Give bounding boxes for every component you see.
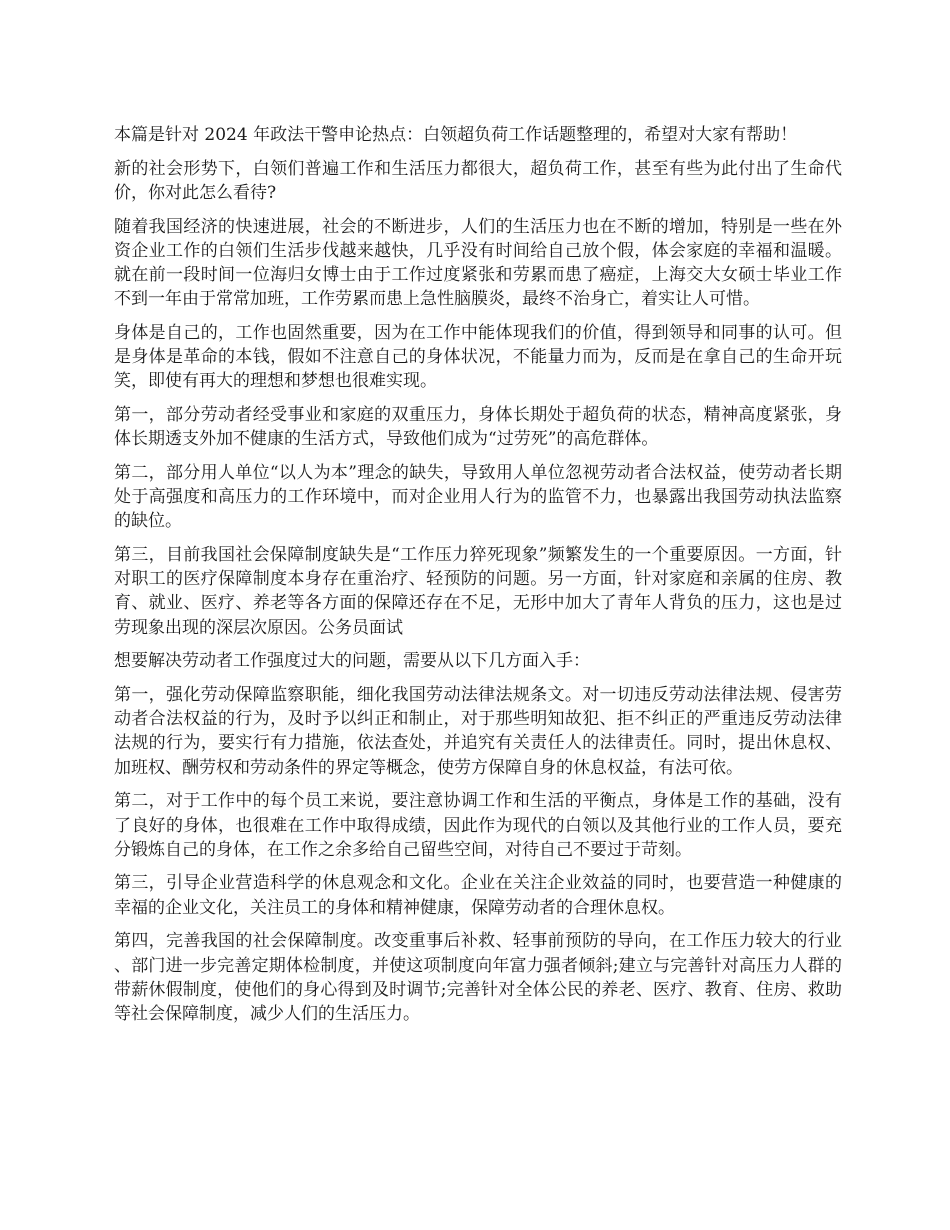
paragraph-health: 身体是自己的，工作也固然重要，因为在工作中能体现我们的价值，得到领导和同事的认可。但是身体是革命的本钱，假如不注意自己的身体状况，不能量力而为，反而是在拿自己的生命开玩笑，即使有再大的理想和梦想也很难实现。 [114, 322, 842, 392]
paragraph-solution-3: 第三，引导企业营造科学的休息观念和文化。企业在关注企业效益的同时，也要营造一种健康的幸福的企业文化，关注员工的身体和精神健康，保障劳动者的合理休息权。 [114, 873, 842, 918]
paragraph-solution-4: 第四，完善我国的社会保障制度。改变重事后补救、轻事前预防的导向，在工作压力较大的行业、部门进一步完善定期体检制度，并使这项制度向年富力强者倾斜;建立与完善针对高压力人群的带薪休假制度，使他们的身心得到及时调节;完善针对全体公民的养老、医疗、教育、住房、救助等社会保障制度，减少人们的生活压力。 [114, 931, 842, 1024]
paragraph-question: 新的社会形势下，白领们普遍工作和生活压力都很大，超负荷工作，甚至有些为此付出了生命代价，你对此怎么看待? [114, 158, 842, 203]
paragraph-cause-2: 第二，部分用人单位“以人为本”理念的缺失，导致用人单位忽视劳动者合法权益，使劳动者长期处于高强度和高压力的工作环境中，而对企业用人行为的监管不力，也暴露出我国劳动执法监察的缺位。 [114, 462, 842, 532]
paragraph-solution-2: 第二，对于工作中的每个员工来说，要注意协调工作和生活的平衡点，身体是工作的基础，没有了良好的身体，也很难在工作中取得成绩，因此作为现代的白领以及其他行业的工作人员，要充分锻炼自己的身体，在工作之余多给自己留些空间，对待自己不要过于苛刻。 [114, 791, 842, 860]
paragraph-solution-intro: 想要解决劳动者工作强度过大的问题，需要从以下几方面入手： [114, 651, 590, 672]
paragraph-cause-1: 第一，部分劳动者经受事业和家庭的双重压力，身体长期处于超负荷的状态，精神高度紧张，身体长期透支外加不健康的生活方式，导致他们成为“过劳死”的高危群体。 [114, 405, 842, 450]
paragraph-intro: 本篇是针对 2024 年政法干警申论热点：白领超负荷工作话题整理的，希望对大家有帮助！ [114, 125, 798, 145]
paragraph-cause-3: 第三，目前我国社会保障制度缺失是“工作压力猝死现象”频繁发生的一个重要原因。一方面，针对职工的医疗保障制度本身存在重治疗、轻预防的问题。另一方面，针对家庭和亲属的住房、教育、就业、医疗、养老等各方面的保障还存在不足，无形中加大了青年人背负的压力，这也是过劳现象出现的深层次原因。公务员面试 [114, 545, 842, 638]
paragraph-solution-1: 第一，强化劳动保障监察职能，细化我国劳动法律法规条文。对一切违反劳动法律法规、侵害劳动者合法权益的行为，及时予以纠正和制止，对于那些明知故犯、拒不纠正的严重违反劳动法律法规的行为，要实行有力措施，依法查处，并追究有关责任人的法律责任。同时，提出休息权、加班权、酬劳权和劳动条件的界定等概念，使劳方保障自身的休息权益，有法可依。 [114, 685, 842, 778]
document-page [114, 123, 842, 1036]
paragraph-background: 随着我国经济的快速进展，社会的不断进步，人们的生活压力也在不断的增加，特别是一些在外资企业工作的白领们生活步伐越来越快，几乎没有时间给自己放个假，体会家庭的幸福和温暖。就在前一段时间一位海归女博士由于工作过度紧张和劳累而患了癌症，上海交大女硕士毕业工作不到一年由于常常加班，工作劳累而患上急性脑膜炎，最终不治身亡，着实让人可惜。 [114, 216, 842, 310]
